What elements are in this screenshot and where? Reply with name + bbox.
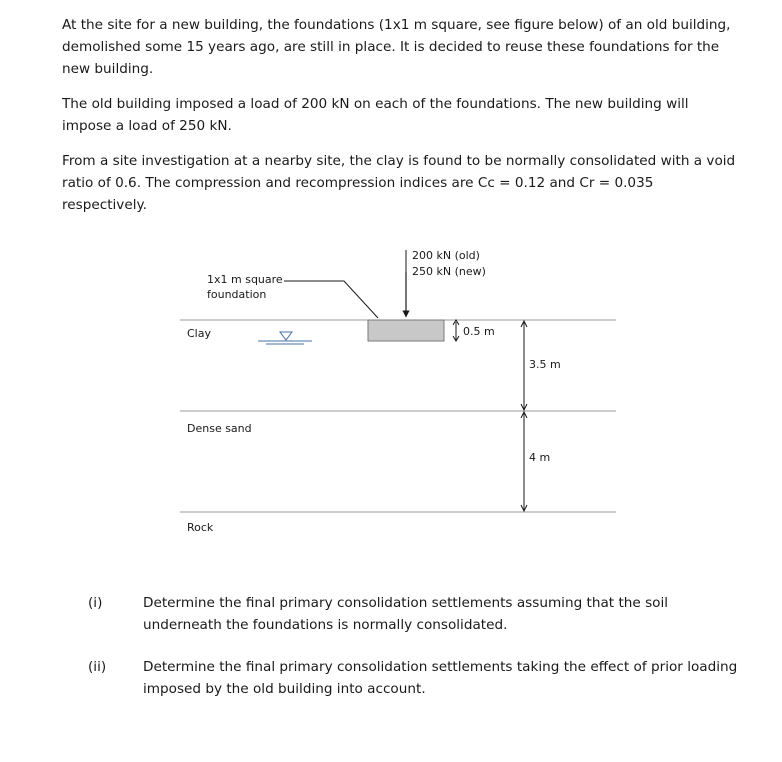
depth-label: 0.5 m	[463, 325, 495, 338]
question-1-text: Determine the final primary consolidation settlements assuming that the soil underneath the foundations is normally consolidated.	[143, 595, 669, 633]
question-2-text: Determine the final primary consolidation settlements taking the effect of prior loading imposed by the old building into account.	[143, 659, 738, 697]
clay-thickness-label: 3.5 m	[529, 358, 561, 371]
question-2-number: (ii)	[88, 659, 107, 675]
foundation-label-line2: foundation	[207, 288, 267, 301]
load-new-label: 250 kN (new)	[412, 265, 486, 278]
soil-paragraph: From a site investigation at a nearby site, the clay is found to be normally consolidated with a void ratio of 0.6. The compression and recompression indices are Cc = 0.12 and Cr = 0.035 respectively.	[62, 153, 736, 213]
layer-rock-label: Rock	[187, 521, 214, 534]
foundation-leader-line	[284, 281, 378, 318]
foundation-label-line1: 1x1 m square	[207, 273, 283, 286]
question-1-number: (i)	[88, 595, 103, 611]
foundation-block	[368, 320, 444, 341]
water-table-icon	[258, 332, 312, 344]
intro-paragraph: At the site for a new building, the foundations (1x1 m square, see figure below) of an old building, demolished some 15 years ago, are still in place. It is decided to reuse these foundations for the new building.	[62, 17, 731, 77]
sand-thickness-label: 4 m	[529, 451, 551, 464]
layer-clay-label: Clay	[187, 327, 211, 340]
loads-paragraph: The old building imposed a load of 200 kN on each of the foundations. The new building will impose a load of 250 kN.	[62, 96, 689, 134]
load-old-label: 200 kN (old)	[412, 249, 480, 262]
layer-sand-label: Dense sand	[187, 422, 252, 435]
